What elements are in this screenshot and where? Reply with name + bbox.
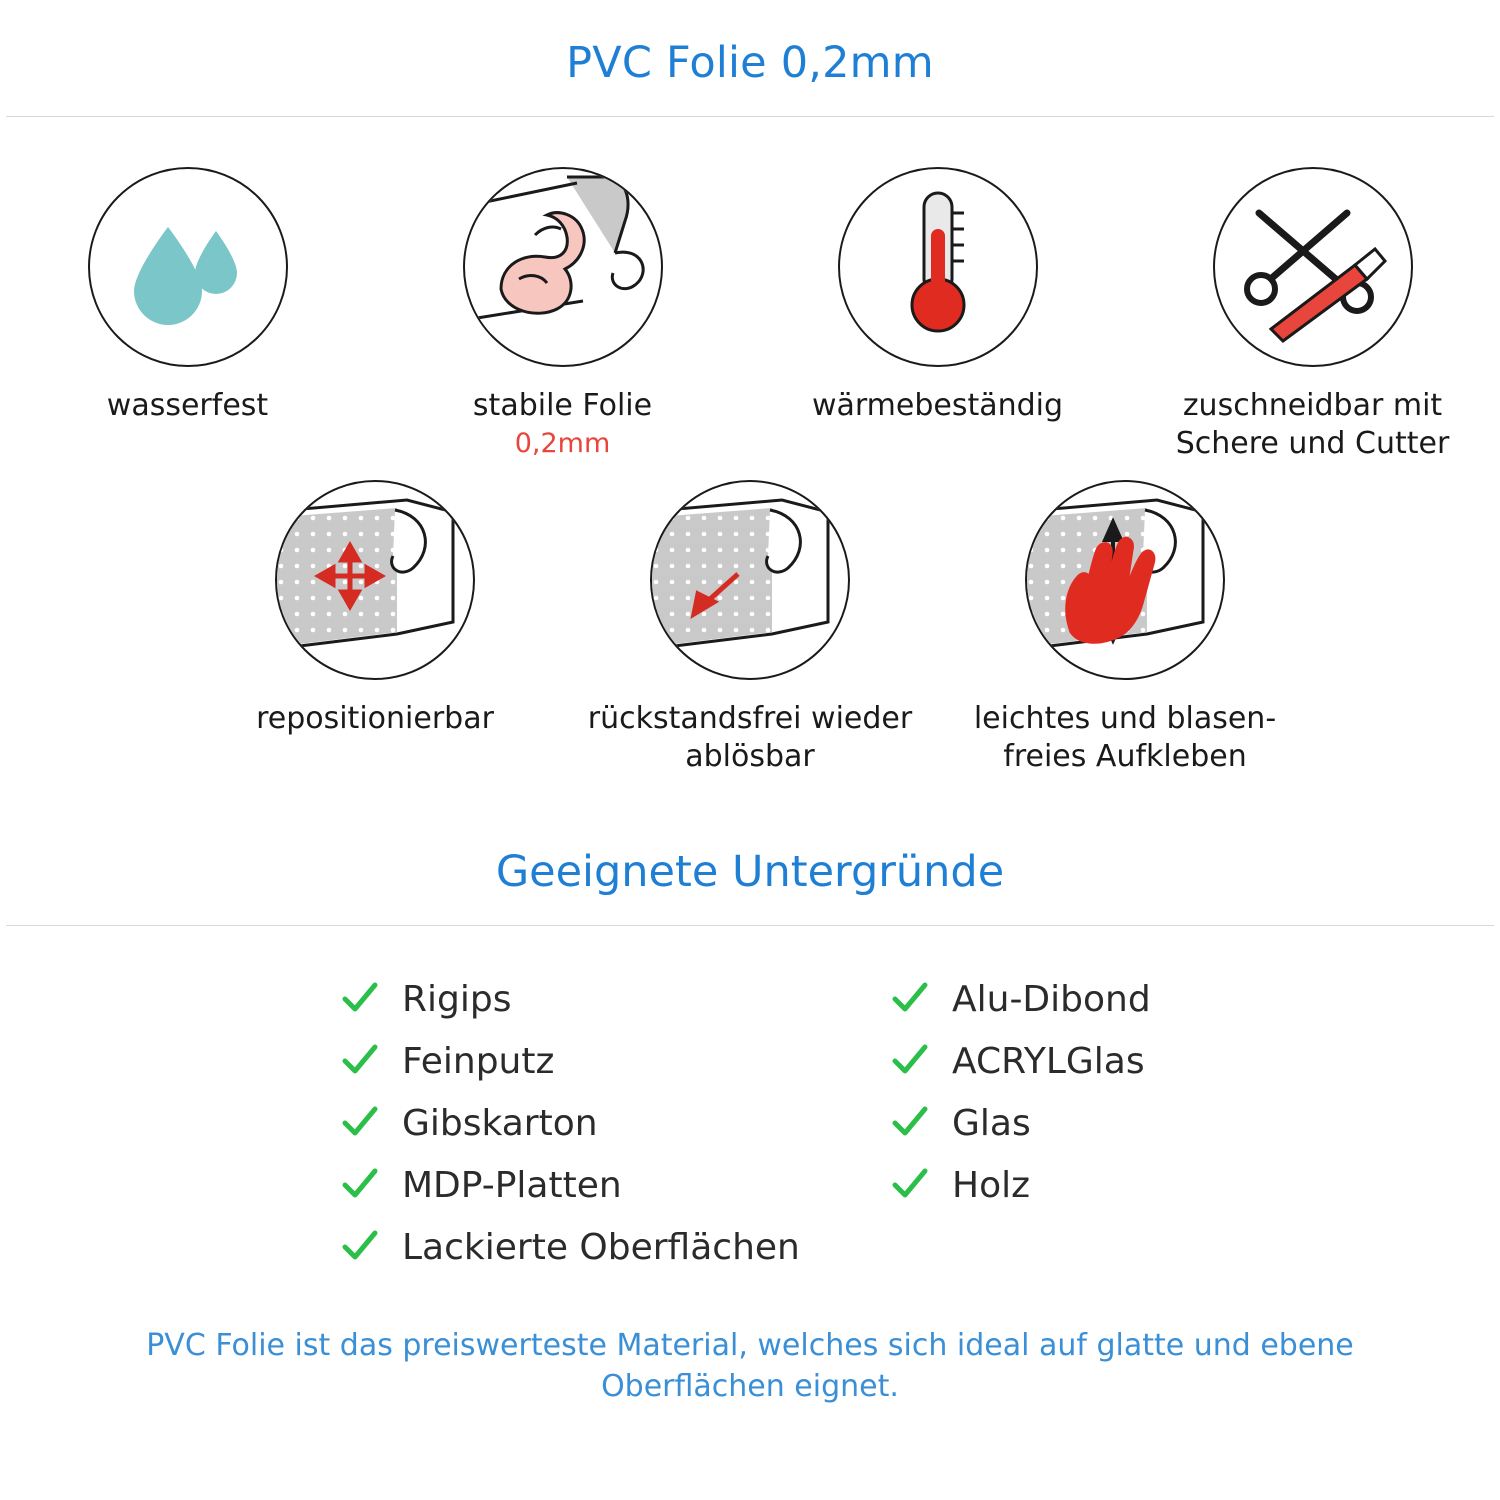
feature-icon-circle [838, 167, 1038, 367]
divider-middle [6, 925, 1494, 926]
list-item-label: ACRYLGlas [952, 1040, 1145, 1082]
feature-icon-circle [88, 167, 288, 367]
list-item [890, 1160, 1270, 1210]
feature-icon-circle [275, 480, 475, 680]
list-item [340, 1222, 800, 1272]
feature-rueckstandsfrei [563, 480, 938, 775]
feature-row-2 [0, 480, 1500, 775]
surfaces-column-2 [750, 974, 1270, 1284]
feature-label [473, 387, 652, 460]
divider-top [6, 116, 1494, 117]
list-item [340, 1036, 750, 1086]
check-icon [340, 1103, 380, 1143]
feature-label-text: zuschneidbar mit Schere und Cutter [1175, 388, 1450, 461]
feature-label-text: wärmebeständig [811, 388, 1064, 423]
feature-label [580, 700, 920, 775]
peel-off-film-icon [652, 482, 848, 678]
check-icon [340, 1041, 380, 1081]
page-title: PVC Folie 0,2mm [566, 38, 934, 88]
feature-label [1143, 387, 1483, 462]
feature-icon-circle [1213, 167, 1413, 367]
feature-label-text: leichtes und blasen-freies Aufkleben [973, 701, 1277, 774]
check-icon [340, 979, 380, 1019]
feature-label [812, 387, 1063, 425]
feature-zuschneidbar [1125, 167, 1500, 462]
list-item [890, 1036, 1270, 1086]
feature-label-text: stabile Folie [472, 388, 653, 423]
thermometer-icon [840, 169, 1036, 365]
list-item-label: Holz [952, 1164, 1030, 1206]
feature-label-text: wasserfest [106, 388, 269, 423]
list-item-label: Gibskarton [402, 1102, 598, 1144]
feature-row-1 [0, 167, 1500, 462]
surfaces-title: Geeignete Untergründe [495, 847, 1005, 897]
feature-stabile-folie [375, 167, 750, 460]
reposition-arrows-film-icon [277, 482, 473, 678]
list-item [340, 1098, 750, 1148]
list-item [890, 1098, 1270, 1148]
check-icon [890, 1165, 930, 1205]
list-item-label: Rigips [402, 978, 512, 1020]
feature-icon-circle [463, 167, 663, 367]
surfaces-column-1 [230, 974, 800, 1284]
feature-label [955, 700, 1295, 775]
list-item-label: Lackierte Oberflächen [402, 1226, 800, 1268]
feature-sublabel: 0,2mm [514, 427, 611, 459]
hand-smoothing-film-icon [1027, 482, 1223, 678]
check-icon [890, 1103, 930, 1143]
feature-label [256, 700, 494, 738]
feature-icon-circle [650, 480, 850, 680]
feature-label-text: repositionierbar [256, 701, 494, 736]
check-icon [340, 1165, 380, 1205]
list-item-label: MDP-Platten [402, 1164, 622, 1206]
feature-label [107, 387, 268, 425]
list-item [890, 974, 1270, 1024]
check-icon [890, 1041, 930, 1081]
feature-aufkleben [938, 480, 1313, 775]
feature-label-text: rückstandsfrei wieder ablösbar [587, 701, 913, 774]
list-item-label: Alu-Dibond [952, 978, 1151, 1020]
surfaces-lists [0, 974, 1500, 1284]
footnote-text: PVC Folie ist das preiswerteste Material, welches sich ideal auf glatte und ebene Oberflächen eignet. [146, 1328, 1354, 1404]
scissors-cutter-icon [1215, 169, 1411, 365]
feature-wasserfest [0, 167, 375, 425]
list-item [340, 974, 750, 1024]
list-item [340, 1160, 750, 1210]
feature-repositionierbar [188, 480, 563, 738]
list-item-label: Glas [952, 1102, 1031, 1144]
flexing-arm-film-icon [465, 169, 661, 365]
check-icon [890, 979, 930, 1019]
feature-icon-circle [1025, 480, 1225, 680]
check-icon [340, 1227, 380, 1267]
list-item-label: Feinputz [402, 1040, 555, 1082]
feature-waermebestaendig [750, 167, 1125, 425]
water-drops-icon [90, 169, 286, 365]
